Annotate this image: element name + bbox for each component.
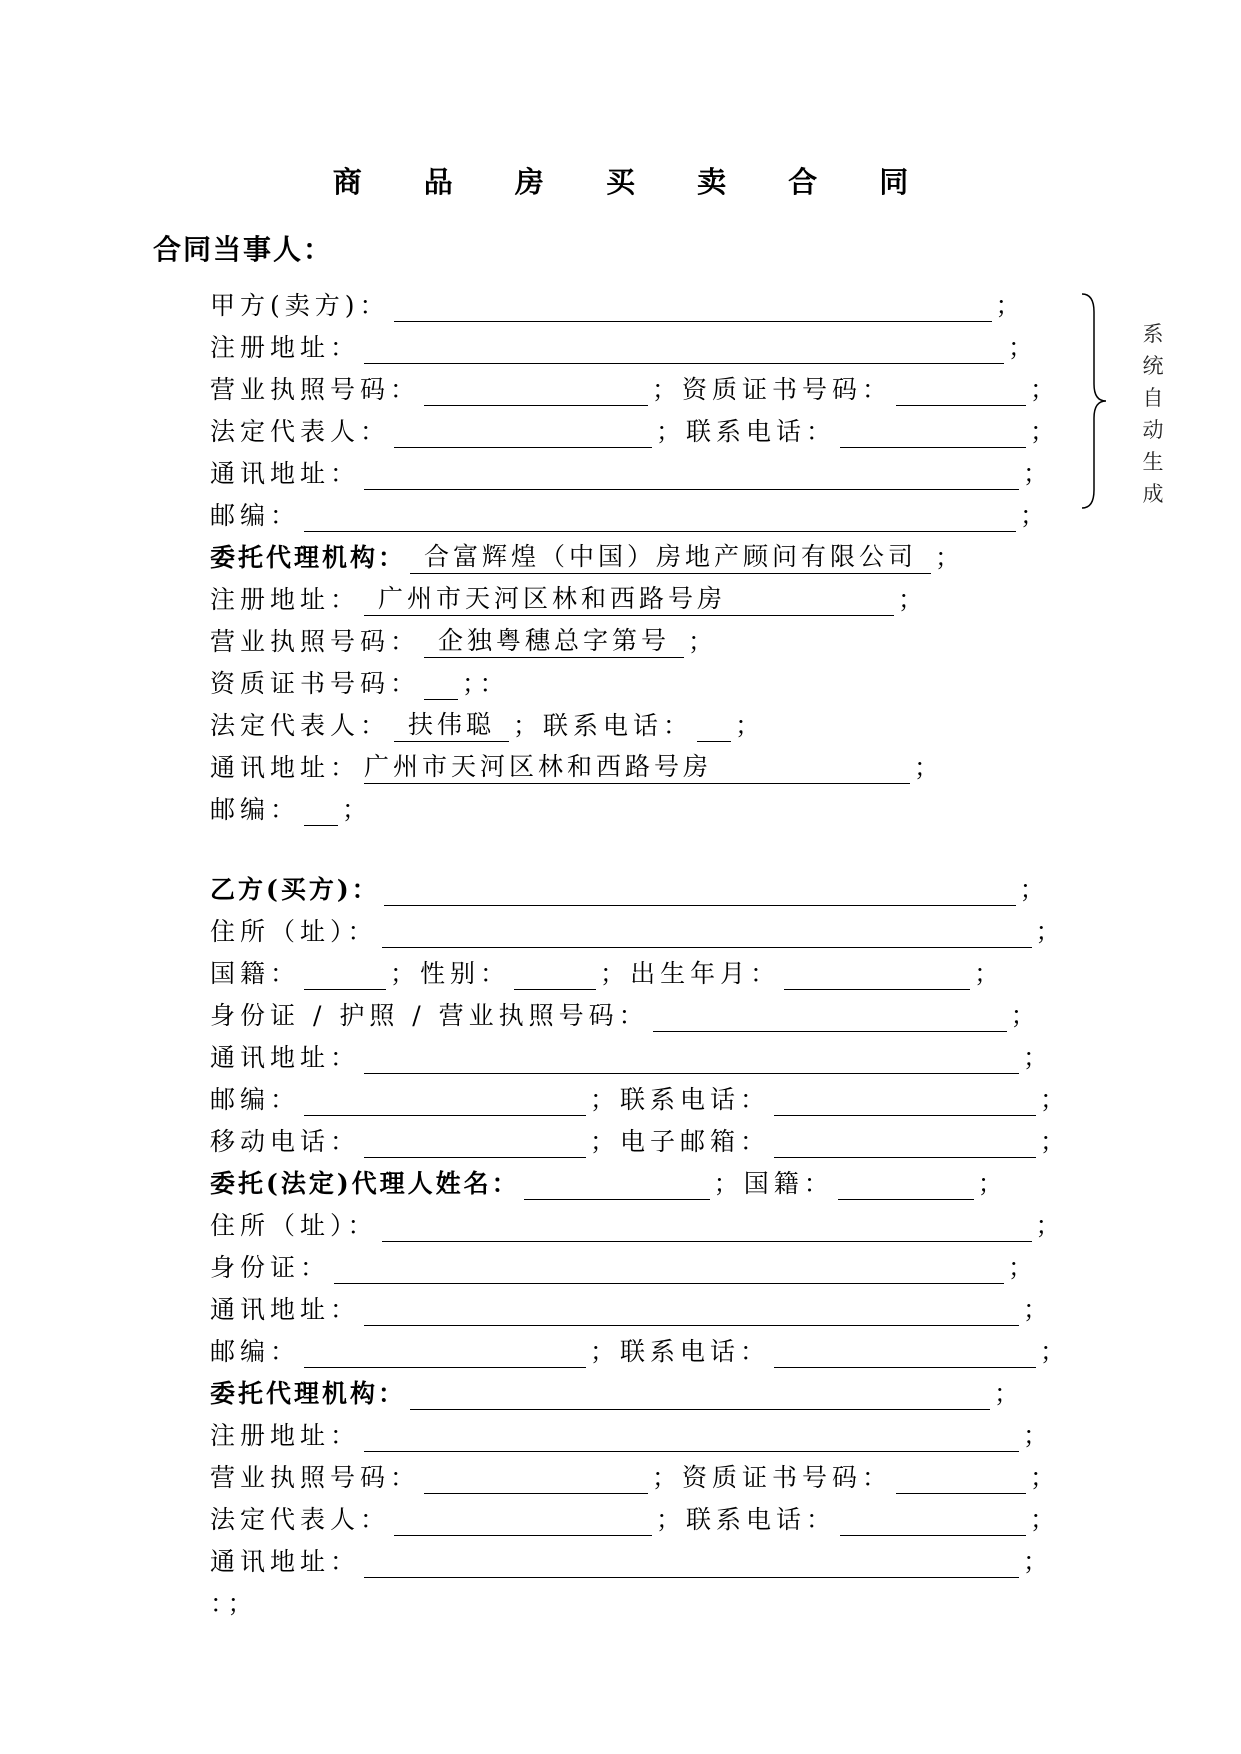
buyer-agent-person-heading: 委托(法定)代理人姓名：: [210, 1169, 520, 1198]
seller-agent-postcode-field[interactable]: [304, 795, 338, 826]
buyer-mobile-field[interactable]: [364, 1127, 586, 1158]
seller-agent-postcode-row: [210, 786, 372, 826]
seller-mail-address-field[interactable]: [364, 459, 1019, 490]
punct: ；: [590, 1085, 621, 1114]
seller-legal-rep-label: 法定代表人：: [210, 417, 391, 446]
punct: ；: [1030, 1505, 1061, 1534]
punct: ；: [390, 959, 421, 988]
buyer-id-field[interactable]: [653, 1001, 1007, 1032]
seller-agent-legal-rep-row: [210, 702, 765, 742]
buyer-agent-org-name-field[interactable]: [410, 1379, 990, 1410]
buyer-agent-org-mail-address-label: 通讯地址：: [210, 1547, 361, 1576]
punct: ；: [1023, 1295, 1054, 1324]
document-title: 商 品 房 买 卖 合 同: [332, 165, 935, 199]
buyer-name-row: [210, 866, 1050, 906]
seller-license-field[interactable]: [424, 375, 648, 406]
buyer-agent-org-license-field[interactable]: [424, 1463, 648, 1494]
seller-phone-label: 联系电话：: [686, 417, 837, 446]
punct: ；: [1030, 375, 1061, 404]
buyer-agent-phone-label: 联系电话：: [620, 1337, 771, 1366]
seller-mail-address-label: 通讯地址：: [210, 459, 361, 488]
seller-agent-mail-address-label: 通讯地址：: [210, 753, 361, 782]
seller-agent-reg-address-label: 注册地址：: [210, 585, 361, 614]
buyer-phone-field[interactable]: [774, 1085, 1036, 1116]
buyer-mail-address-row: [210, 1034, 1053, 1074]
punct: ；: [735, 711, 766, 740]
punct: ；: [974, 959, 1005, 988]
buyer-agent-person-row: [210, 1160, 1008, 1200]
buyer-agent-id-label: 身份证：: [210, 1253, 331, 1282]
punct: ；: [1008, 333, 1039, 362]
seller-agent-postcode-label: 邮编：: [210, 795, 301, 824]
seller-reg-address-label: 注册地址：: [210, 333, 361, 362]
buyer-agent-postcode-field[interactable]: [304, 1337, 586, 1368]
punct: ；: [898, 585, 929, 614]
buyer-agent-org-phone-label: 联系电话：: [686, 1505, 837, 1534]
punct: ；: [513, 711, 544, 740]
seller-qualification-label: 资质证书号码：: [682, 375, 893, 404]
punct: ；: [994, 1379, 1025, 1408]
punct: ；: [1023, 1421, 1054, 1450]
buyer-agent-org-legal-rep-field[interactable]: [394, 1505, 652, 1536]
seller-agent-license-label: 营业执照号码：: [210, 627, 421, 656]
buyer-agent-org-reg-address-label: 注册地址：: [210, 1421, 361, 1450]
buyer-birth-field[interactable]: [784, 959, 970, 990]
seller-qualification-field[interactable]: [896, 375, 1026, 406]
buyer-birth-label: 出生年月：: [630, 959, 781, 988]
punct: ；: [656, 1505, 687, 1534]
buyer-agent-mail-address-row: [210, 1286, 1053, 1326]
seller-agent-name[interactable]: 合富辉煌（中国）房地产顾问有限公司: [410, 537, 931, 574]
seller-name-row: [210, 282, 1026, 322]
punct: ；: [1023, 1043, 1054, 1072]
buyer-nationality-field[interactable]: [304, 959, 386, 990]
punct: ；: [1040, 1085, 1071, 1114]
seller-postcode-field[interactable]: [304, 501, 1016, 532]
trailing-punct: ：；: [210, 1589, 258, 1618]
buyer-agent-org-row: [210, 1370, 1024, 1410]
buyer-agent-org-license-row: [210, 1454, 1060, 1494]
buyer-agent-org-license-label: 营业执照号码：: [210, 1463, 421, 1492]
buyer-residence-label: 住所（址）：: [210, 917, 378, 946]
punct: ；: [1040, 1337, 1071, 1366]
system-generated-note: 系 统 自 动 生 成: [1142, 322, 1164, 506]
seller-agent-license-row: [210, 618, 718, 658]
seller-agent-row: [210, 534, 965, 574]
buyer-agent-postcode-row: [210, 1328, 1070, 1368]
buyer-phone-label: 联系电话：: [620, 1085, 771, 1114]
buyer-agent-org-legal-rep-label: 法定代表人：: [210, 1505, 391, 1534]
buyer-agent-org-reg-address-field[interactable]: [364, 1421, 1019, 1452]
punct: ；: [914, 753, 945, 782]
seller-legal-rep-field[interactable]: [394, 417, 652, 448]
buyer-residence-row: [210, 908, 1066, 948]
punct: ；: [688, 627, 719, 656]
parties-heading: 合同当事人：: [153, 233, 334, 266]
seller-agent-qualification-label: 资质证书号码：: [210, 669, 421, 698]
buyer-agent-id-field[interactable]: [334, 1253, 1004, 1284]
punct: ；: [1019, 875, 1050, 904]
buyer-agent-nationality-field[interactable]: [838, 1169, 974, 1200]
buyer-agent-phone-field[interactable]: [774, 1337, 1036, 1368]
seller-agent-reg-address[interactable]: 广州市天河区林和西路号房: [364, 579, 894, 616]
seller-agent-phone-label: 联系电话：: [543, 711, 694, 740]
buyer-agent-org-phone-field[interactable]: [840, 1505, 1026, 1536]
seller-name-field[interactable]: [394, 291, 992, 322]
seller-agent-mail-address[interactable]: 广州市天河区林和西路号房: [364, 747, 910, 784]
buyer-name-field[interactable]: [384, 875, 1016, 906]
punct: ；: [590, 1127, 621, 1156]
punct: ；: [1010, 1001, 1041, 1030]
seller-postcode-row: [210, 492, 1050, 532]
buyer-agent-org-qualification-label: 资质证书号码：: [682, 1463, 893, 1492]
buyer-agent-mail-address-field[interactable]: [364, 1295, 1019, 1326]
punct: ；: [1008, 1253, 1039, 1282]
seller-reg-address-field[interactable]: [364, 333, 1004, 364]
buyer-nationality-label: 国籍：: [210, 959, 301, 988]
punct: ；: [656, 417, 687, 446]
seller-agent-mail-address-row: [210, 744, 944, 784]
seller-postcode-label: 邮编：: [210, 501, 301, 530]
buyer-agent-org-reg-address-row: [210, 1412, 1053, 1452]
seller-agent-license[interactable]: 企独粤穗总字第号: [424, 621, 684, 658]
buyer-mobile-label: 移动电话：: [210, 1127, 361, 1156]
seller-agent-legal-rep-label: 法定代表人：: [210, 711, 391, 740]
qualification-suffix: ；：: [462, 669, 510, 698]
punct: ；: [600, 959, 631, 988]
buyer-name-label: 乙方(买方)：: [210, 875, 380, 904]
buyer-agent-id-row: [210, 1244, 1038, 1284]
punct: ；: [977, 1169, 1008, 1198]
buyer-gender-label: 性别：: [420, 959, 511, 988]
punct: ；: [1035, 1211, 1066, 1240]
seller-agent-heading: 委托代理机构：: [210, 543, 407, 572]
punct: ；: [1035, 917, 1066, 946]
punct: ；: [342, 795, 373, 824]
buyer-email-label: 电子邮箱：: [620, 1127, 771, 1156]
buyer-agent-person-name-field[interactable]: [524, 1169, 710, 1200]
buyer-postcode-label: 邮编：: [210, 1085, 301, 1114]
punct: ；: [590, 1337, 621, 1366]
buyer-id-row: [210, 992, 1041, 1032]
buyer-agent-postcode-label: 邮编：: [210, 1337, 301, 1366]
punct: ；: [1030, 417, 1061, 446]
buyer-agent-org-heading: 委托代理机构：: [210, 1379, 407, 1408]
buyer-agent-org-mail-address-field[interactable]: [364, 1547, 1019, 1578]
punct: ；: [935, 543, 966, 572]
buyer-gender-field[interactable]: [514, 959, 596, 990]
buyer-agent-org-mail-address-row: [210, 1538, 1053, 1578]
buyer-agent-nationality-label: 国籍：: [743, 1169, 834, 1198]
punct: ；: [1020, 501, 1051, 530]
seller-agent-qualification-field[interactable]: [424, 669, 458, 700]
buyer-mobile-row: [210, 1118, 1070, 1158]
punct: ；: [1023, 459, 1054, 488]
buyer-agent-mail-address-label: 通讯地址：: [210, 1295, 361, 1324]
buyer-mail-address-field[interactable]: [364, 1043, 1019, 1074]
buyer-postcode-field[interactable]: [304, 1085, 586, 1116]
punct: ；: [1030, 1463, 1061, 1492]
seller-license-label: 营业执照号码：: [210, 375, 421, 404]
seller-agent-reg-address-row: [210, 576, 928, 616]
buyer-agent-residence-row: [210, 1202, 1066, 1242]
buyer-id-label: 身份证 / 护照 / 营业执照号码：: [210, 1001, 649, 1030]
punct: ；: [652, 1463, 683, 1492]
buyer-agent-residence-field[interactable]: [382, 1211, 1032, 1242]
buyer-residence-field[interactable]: [382, 917, 1032, 948]
seller-agent-legal-rep[interactable]: 扶伟聪: [394, 705, 509, 742]
buyer-email-field[interactable]: [774, 1127, 1036, 1158]
right-brace-icon: [1080, 292, 1110, 510]
buyer-nationality-row: [210, 950, 1004, 990]
punct: ；: [713, 1169, 744, 1198]
seller-legal-rep-row: [210, 408, 1060, 448]
punct: ；: [995, 291, 1026, 320]
buyer-agent-org-legal-rep-row: [210, 1496, 1060, 1536]
punct: ；: [1040, 1127, 1071, 1156]
buyer-agent-org-qualification-field[interactable]: [896, 1463, 1026, 1494]
seller-agent-qualification-row: [210, 660, 510, 700]
seller-agent-phone-field[interactable]: [697, 711, 731, 742]
seller-license-row: [210, 366, 1060, 406]
punct: ；: [652, 375, 683, 404]
buyer-postcode-row: [210, 1076, 1070, 1116]
seller-phone-field[interactable]: [840, 417, 1026, 448]
seller-mail-address-row: [210, 450, 1053, 490]
trailing-row: [210, 1580, 258, 1620]
seller-name-label: 甲方(卖方)：: [210, 291, 390, 320]
buyer-agent-residence-label: 住所（址）：: [210, 1211, 378, 1240]
seller-reg-address-row: [210, 324, 1038, 364]
punct: ；: [1023, 1547, 1054, 1576]
buyer-mail-address-label: 通讯地址：: [210, 1043, 361, 1072]
